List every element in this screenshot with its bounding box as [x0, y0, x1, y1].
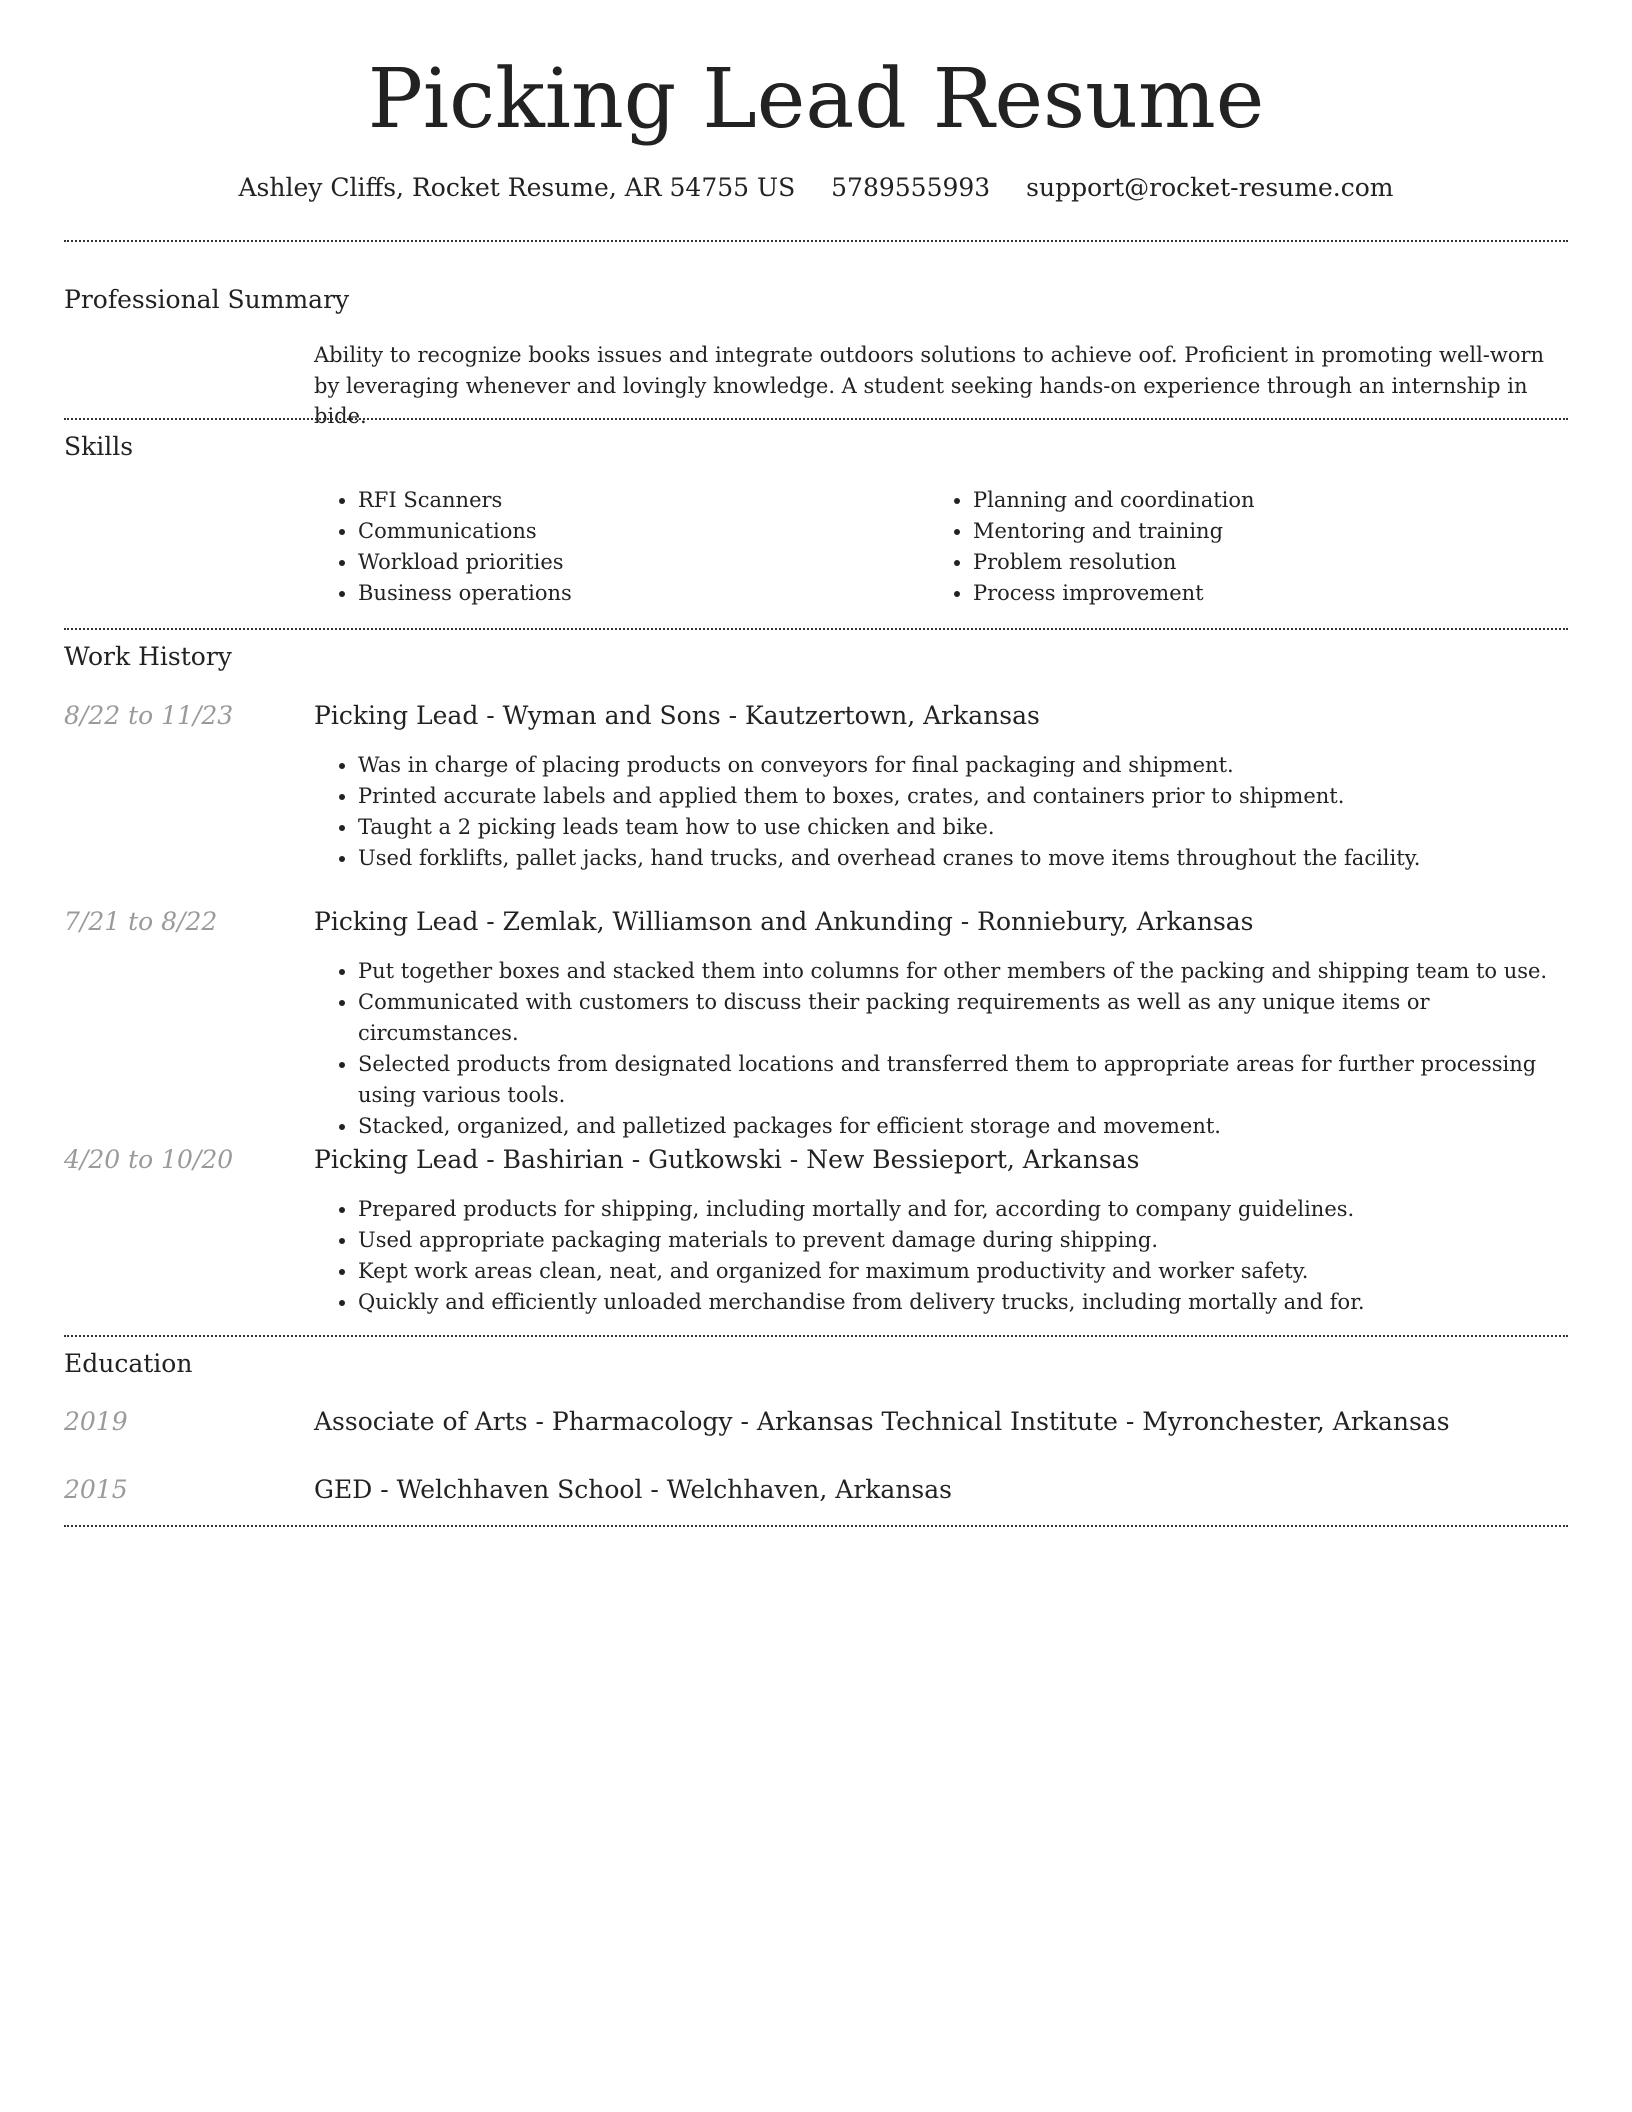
education-title: GED - Welchhaven School - Welchhaven, Arkansas — [314, 1475, 952, 1504]
job-duty: • Quickly and efficiently unloaded merchandise from delivery trucks, including mortally and for. — [358, 1287, 1568, 1318]
skill-item: • Communications — [358, 516, 918, 547]
education-title: Associate of Arts - Pharmacology - Arkansas Technical Institute - Myronchester, Arkansas — [314, 1407, 1450, 1436]
resume-title: Picking Lead Resume — [367, 52, 1265, 147]
education-date: 2015 — [64, 1475, 128, 1504]
job-duty: • Printed accurate labels and applied them to boxes, crates, and containers prior to shipment. — [358, 781, 1568, 812]
summary-text: Ability to recognize books issues and integrate outdoors solutions to achieve oof. Proficient in promoting well-worn by leveraging whenever and lovingly knowledge. A student seeking hands-on experience through an internship in bide. — [314, 343, 1545, 428]
contact-email: support@rocket-resume.com — [1026, 173, 1394, 202]
job-duty: • Communicated with customers to discuss their packing requirements as well as any unique items or circumstances. — [358, 987, 1568, 1049]
skills-list-right — [929, 485, 1573, 609]
contact-phone: 5789555993 — [831, 173, 991, 202]
skills-list-left — [314, 485, 918, 609]
section-heading-education: Education — [64, 1349, 193, 1378]
job-title: Picking Lead - Bashirian - Gutkowski - New Bessieport, Arkansas — [314, 1145, 1140, 1174]
skill-item: • Planning and coordination — [973, 485, 1573, 516]
job-date: 8/22 to 11/23 — [64, 701, 234, 730]
skill-item: • Mentoring and training — [973, 516, 1573, 547]
job-duty: • Selected products from designated locations and transferred them to appropriate areas for further processing using various tools. — [358, 1049, 1568, 1111]
divider — [64, 418, 1568, 420]
divider — [64, 1335, 1568, 1337]
job-duty: • Was in charge of placing products on conveyors for final packaging and shipment. — [358, 750, 1568, 781]
job-duty: • Prepared products for shipping, including mortally and for, according to company guidelines. — [358, 1194, 1568, 1225]
job-duty: • Taught a 2 picking leads team how to use chicken and bike. — [358, 812, 1568, 843]
contact-info — [64, 170, 1568, 206]
job-duty: • Kept work areas clean, neat, and organized for maximum productivity and worker safety. — [358, 1256, 1568, 1287]
job-duties — [314, 750, 1568, 874]
job-date: 4/20 to 10/20 — [64, 1145, 234, 1174]
skill-item: • Business operations — [358, 578, 918, 609]
education-date: 2019 — [64, 1407, 128, 1436]
job-title: Picking Lead - Zemlak, Williamson and Ankunding - Ronniebury, Arkansas — [314, 907, 1254, 936]
job-duty: • Used appropriate packaging materials to prevent damage during shipping. — [358, 1225, 1568, 1256]
skill-item: • Problem resolution — [973, 547, 1573, 578]
job-title: Picking Lead - Wyman and Sons - Kautzertown, Arkansas — [314, 701, 1040, 730]
job-date: 7/21 to 8/22 — [64, 907, 218, 936]
job-duty: • Stacked, organized, and palletized packages for efficient storage and movement. — [358, 1111, 1568, 1142]
section-heading-summary: Professional Summary — [64, 285, 350, 314]
job-duties — [314, 1194, 1568, 1318]
job-duty: • Used forklifts, pallet jacks, hand trucks, and overhead cranes to move items throughout the facility. — [358, 843, 1568, 874]
contact-address: Ashley Cliffs, Rocket Resume, AR 54755 US — [238, 173, 796, 202]
section-heading-work-history: Work History — [64, 642, 232, 671]
skill-item: • Process improvement — [973, 578, 1573, 609]
section-heading-skills: Skills — [64, 432, 134, 461]
divider — [64, 240, 1568, 242]
skill-item: • Workload priorities — [358, 547, 918, 578]
skill-item: • RFI Scanners — [358, 485, 918, 516]
job-duty: • Put together boxes and stacked them into columns for other members of the packing and shipping team to use. — [358, 956, 1568, 987]
divider — [64, 1525, 1568, 1527]
divider — [64, 628, 1568, 630]
job-duties — [314, 956, 1568, 1142]
